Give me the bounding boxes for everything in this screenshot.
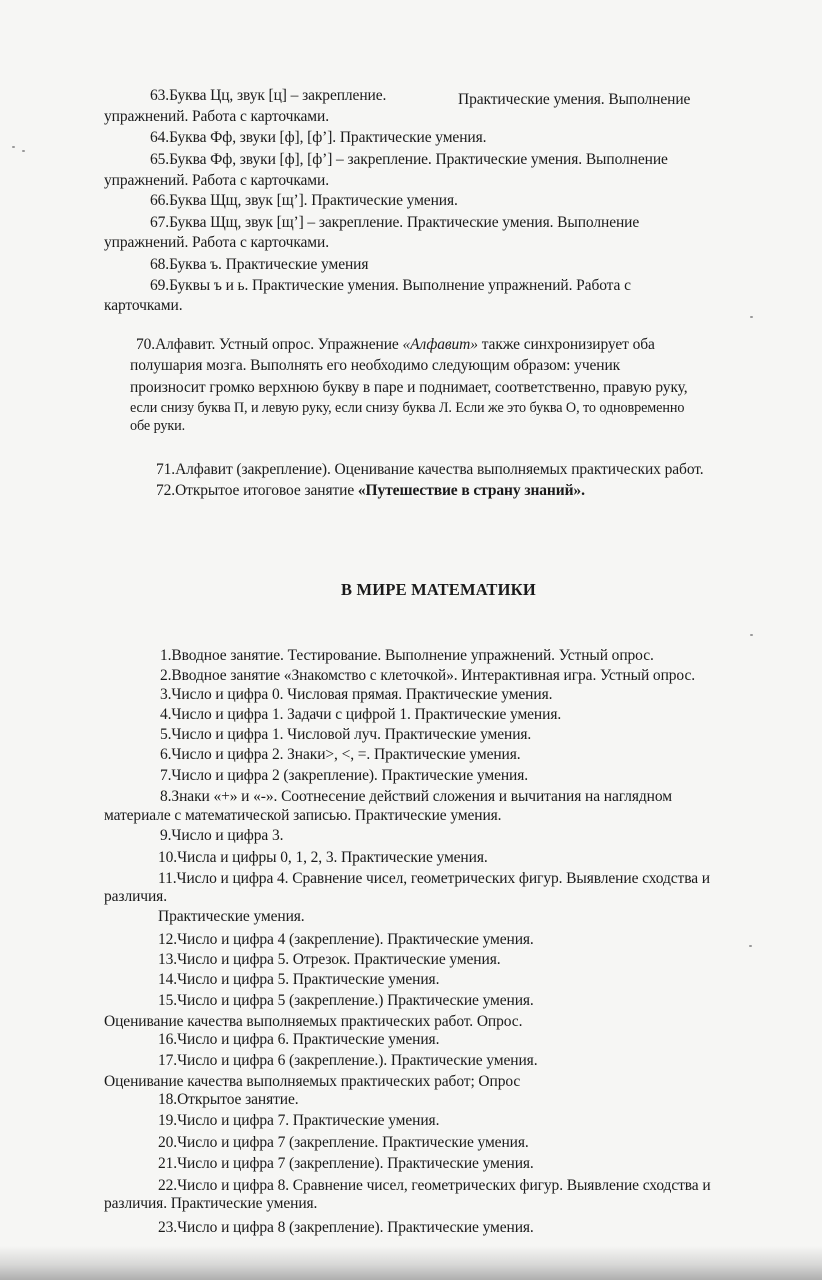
math-lesson-8-line-2: материале с математической записью. Практические умения. <box>104 807 502 824</box>
math-lesson-1: 1.Вводное занятие. Тестирование. Выполнение упражнений. Устный опрос. <box>160 647 654 664</box>
math-lesson-9: 9.Число и цифра 3. <box>160 827 284 844</box>
lesson-68: 68.Буква ъ. Практические умения <box>150 256 369 273</box>
lesson-67-line-2: упражнений. Работа с карточками. <box>104 234 329 251</box>
lesson-69-line-1: 69.Буквы ъ и ь. Практические умения. Выполнение упражнений. Работа с <box>150 277 631 294</box>
lesson-63-line-1: 63.Буква Цц, звук [ц] – закрепление. <box>150 87 387 104</box>
math-lesson-13: 13.Число и цифра 5. Отрезок. Практические умения. <box>158 951 501 968</box>
lesson-72: 72.Открытое итоговое занятие «Путешествие в страну знаний». <box>156 482 585 499</box>
scan-speck <box>749 945 752 947</box>
math-lesson-17-line-2: Оценивание качества выполняемых практических работ; Опрос <box>104 1073 521 1090</box>
lesson-65-line-1: 65.Буква Фф, звуки [ф], [ф’] – закрепление. Практические умения. Выполнение <box>150 151 668 168</box>
scan-speck <box>750 634 753 636</box>
math-lesson-10: 10.Числа и цифры 0, 1, 2, 3. Практические умения. <box>158 849 488 866</box>
scan-speck <box>22 150 25 152</box>
math-lesson-21: 21.Число и цифра 7 (закрепление). Практические умения. <box>158 1155 534 1172</box>
lesson-70-line-5: обе руки. <box>130 418 186 434</box>
lesson-69-line-2: карточками. <box>104 297 183 314</box>
math-lesson-3: 3.Число и цифра 0. Числовая прямая. Практические умения. <box>160 686 553 703</box>
scan-speck <box>12 146 15 148</box>
math-lesson-22-line-2: различия. Практические умения. <box>104 1195 318 1212</box>
math-lesson-15-line-1: 15.Число и цифра 5 (закрепление.) Практические умения. <box>158 992 534 1009</box>
lesson-63-line-1b: Практические умения. Выполнение <box>458 91 691 108</box>
lesson-70-line-4: если снизу буква П, и левую руку, если снизу буква Л. Если же это буква О, то одновременно <box>130 400 685 416</box>
math-lesson-19: 19.Число и цифра 7. Практические умения. <box>158 1112 440 1129</box>
math-lesson-8-line-1: 8.Знаки «+» и «-». Соотнесение действий сложения и вычитания на наглядном <box>160 788 672 805</box>
math-lesson-14: 14.Число и цифра 5. Практические умения. <box>158 971 440 988</box>
lesson-66: 66.Буква Щщ, звук [щ’]. Практические умения. <box>150 192 458 209</box>
math-lesson-5: 5.Число и цифра 1. Числовой луч. Практические умения. <box>160 726 532 743</box>
lesson-65-line-2: упражнений. Работа с карточками. <box>104 172 329 189</box>
math-lesson-6: 6.Число и цифра 2. Знаки>, <, =. Практические умения. <box>160 746 521 763</box>
math-lesson-20: 20.Число и цифра 7 (закрепление. Практические умения. <box>158 1134 529 1151</box>
lesson-71: 71.Алфавит (закрепление). Оценивание качества выполняемых практических работ. <box>156 461 704 478</box>
math-lesson-2: 2.Вводное занятие «Знакомство с клеточкой». Интерактивная игра. Устный опрос. <box>160 667 696 684</box>
math-lesson-11-line-2: различия. <box>104 888 167 905</box>
math-lesson-22-line-1: 22.Число и цифра 8. Сравнение чисел, геометрических фигур. Выявление сходства и <box>158 1177 711 1194</box>
lesson-63-line-2: упражнений. Работа с карточками. <box>104 108 329 125</box>
scan-speck <box>750 316 753 318</box>
section-heading: В МИРЕ МАТЕМАТИКИ <box>341 580 536 599</box>
lesson-70-line-3: произносит громко верхнюю букву в паре и поднимает, соответственно, правую руку, <box>130 379 688 396</box>
lesson-64: 64.Буква Фф, звуки [ф], [ф’]. Практические умения. <box>150 129 487 146</box>
scan-bottom-edge <box>0 1246 822 1280</box>
math-lesson-23: 23.Число и цифра 8 (закрепление). Практические умения. <box>158 1219 534 1236</box>
math-lesson-18: 18.Открытое занятие. <box>158 1091 299 1108</box>
math-lesson-4: 4.Число и цифра 1. Задачи с цифрой 1. Практические умения. <box>160 706 562 723</box>
math-lesson-16: 16.Число и цифра 6. Практические умения. <box>158 1031 440 1048</box>
math-lesson-7: 7.Число и цифра 2 (закрепление). Практические умения. <box>160 767 529 784</box>
math-lesson-15-line-2: Оценивание качества выполняемых практических работ. Опрос. <box>104 1013 523 1030</box>
math-lesson-17-line-1: 17.Число и цифра 6 (закрепление.). Практические умения. <box>158 1052 538 1069</box>
lesson-70-line-2: полушария мозга. Выполнять его необходимо следующим образом: ученик <box>130 357 621 374</box>
math-lesson-12: 12.Число и цифра 4 (закрепление). Практические умения. <box>158 931 534 948</box>
math-lesson-11-line-3: Практические умения. <box>158 908 305 925</box>
math-lesson-11-line-1: 11.Число и цифра 4. Сравнение чисел, геометрических фигур. Выявление сходства и <box>158 870 710 887</box>
lesson-70-line-1: 70.Алфавит. Устный опрос. Упражнение «Алфавит» также синхронизирует оба <box>136 336 655 353</box>
lesson-67-line-1: 67.Буква Щщ, звук [щ’] – закрепление. Практические умения. Выполнение <box>150 214 640 231</box>
